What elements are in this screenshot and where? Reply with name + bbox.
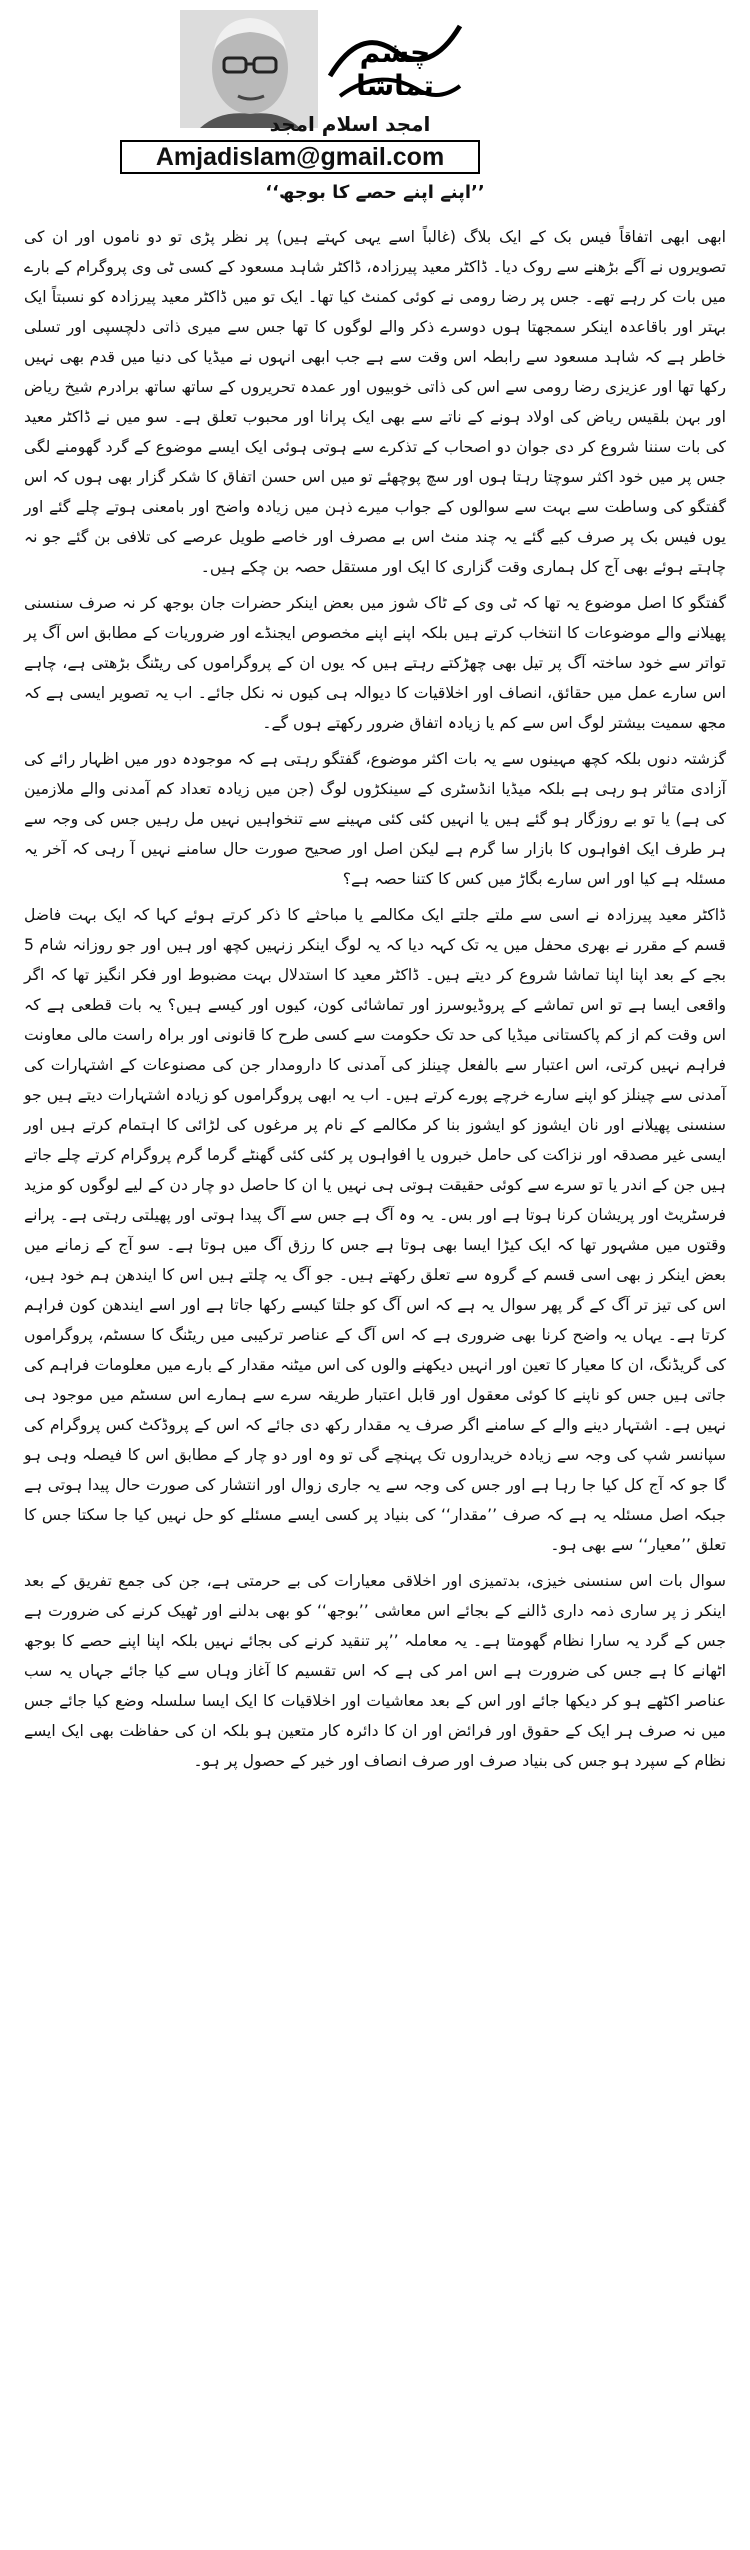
column-title: چشم تماشا xyxy=(356,36,434,102)
article-paragraph-2: گفتگو کا اصل موضوع یہ تھا کہ ٹی وی کے ٹاک شوز میں بعض اینکر حضرات جان بوجھ کر نہ صرف سنسنی پھیلانے والے موضوعات کا انتخاب کرتے ہیں بلکہ اپنے اپنے مخصوص ایجنڈے اور ضروریات کے مطابق اس آگ پر تواتر سے خود ساختہ آگ پر تیل بھی چھڑکتے رہتے ہیں کہ یوں ان کے پروگراموں کی ریٹنگ بڑھتی ہے، چاہے اس سارے عمل میں حقائق، انصاف اور اخلاقیات کا دیوالہ ہی کیوں نہ نکل جائے۔ اب یہ تصویر ایسی ہے کہ مجھ سمیت بیشتر لوگ اس سے کم یا زیادہ اتفاق ضرور رکھتے ہوں گے۔ xyxy=(24,594,726,732)
calligraphic-emblem-icon xyxy=(320,6,470,116)
author-name: امجد اسلام امجد xyxy=(269,112,431,136)
article-body xyxy=(24,222,726,2542)
article-paragraph-4: ڈاکٹر معید پیرزادہ نے اسی سے ملتے جلتے ایک مکالمے یا مباحثے کا ذکر کرتے ہوئے کہا کہ ایک بہت فاضل قسم کے مقرر نے بھری محفل میں یہ تک کہہ دیا کہ یہ لوگ اینکر زنہیں کچھ اور ہیں اور جو روزانہ شام 5 بجے کے بعد اپنا اپنا تماشا شروع کر دیتے ہیں۔ ڈاکٹر معید کا استدلال بہت مضبوط اور فکر انگیز تھا کہ اگر واقعی ایسا ہے تو اس تماشے کے پروڈیوسرز اور تماشائی کون، کیوں اور کیسے ہیں؟ یہ بات قطعی ہے کہ اس وقت کم از کم پاکستانی میڈیا کی حد تک حکومت سے کسی طرح کا قانونی اور براہ راست مالی معاونت فراہم نہیں کرتی، اس اعتبار سے بالفعل چینلز کی آمدنی کا دارومدار جن کی مصنوعات کے اشتہارات کی آمدنی سے چینلز کو اپنے سارے خرچے پورے کرتے ہیں۔ اب یہ ابھی پروگراموں کو زیادہ اشتہارات دیتے ہیں جو سنسنی پھیلانے اور نان ایشوز کو ایشوز بنا کر مکالمے کے نام پر مرغوں کی لڑائی کا اہتمام کرتے ہیں اور ایسی غیر مصدقہ اور نزاکت کی حامل خبروں یا افواہوں پر کئی کئی گھنٹے گرما گرم پروگرام کرتے چلے جاتے ہیں جن کے اندر یا تو سرے سے کوئی حقیقت ہوتی ہی نہیں یا ان کا حاصل دو چار دن کے لیے لوگوں کو مزید فرسٹریٹ اور پریشان کرنا ہوتا ہے اور بس۔ یہ وہ آگ ہے جس سے آگ پیدا ہوتی اور پھیلتی رہتی ہے۔ پرانے وقتوں میں مشہور تھا کہ ایک کیڑا ایسا بھی ہوتا ہے جس کا رزق آگ میں ہوتا ہے۔ سو آج کے زمانے میں بعض اینکر ز بھی اسی قسم کے گروہ سے تعلق رکھتے ہیں۔ جو آگ یہ چلتے ہیں اس کا ایندھن ہم خود ہیں، اس کی تیز تر آگ کے گر پھر سوال یہ ہے کہ اس آگ کو جلتا کیسے رکھا جاتا ہے اور اسے ایندھن کون فراہم کرتا ہے۔ یہاں یہ واضح کرنا بھی ضروری ہے کہ اس آگ کے عناصر ترکیبی میں ریٹنگ کا سسٹم، پروگراموں کی گریڈنگ، ان کا معیار کا تعین اور انہیں دیکھنے والوں کی اس میٹنہ مقدار کے بارے میں معلومات فراہم کی جاتی ہیں جس کو ناپنے کا کوئی معقول اور قابل اعتبار طریقہ سرے سے ہمارے اس سسٹم میں موجود ہی نہیں ہے۔ اشتہار دینے والے کے سامنے اگر صرف یہ مقدار رکھ دی جائے کہ اس کے پروڈکٹ کس پروگرام کی سپانسر شپ کی وجہ سے زیادہ خریداروں تک پہنچے گی تو وہ اور دو چار کے مطابق اس کا فیصلہ وہی ہو گا جو کہ آج کل کیا جا رہا ہے اور جس کی وجہ سے یہ جاری زوال اور انتشار کی صورت حال پیدا ہوتی ہے جبکہ اصل مسئلہ یہ ہے کہ صرف ’’مقدار‘‘ کی بنیاد پر کسی ایسے مسئلے کو حل نہیں کیا جا سکتا جس کا تعلق ’’معیار‘‘ سے بھی ہو۔ xyxy=(24,906,726,1554)
author-portrait-icon xyxy=(180,10,318,128)
article-headline: ’’اپنے اپنے حصے کا بوجھ‘‘ xyxy=(265,182,485,203)
masthead xyxy=(0,0,750,180)
article-paragraph-1: ابھی ابھی اتفاقاً فیس بک کے ایک بلاگ (غالباً اسے یہی کہتے ہیں) پر نظر پڑی تو دو ناموں اور ان کی تصویروں نے آگے بڑھنے سے روک دیا۔ ڈاکٹر معید پیرزادہ، ڈاکٹر شاہد مسعود کے کسی ٹی وی پروگرام کے بارے میں بات کر رہے تھے۔ جس پر رضا رومی نے کوئی کمنٹ کیا تھا۔ ایک تو میں ڈاکٹر معید پیرزادہ کو نسبتاً ایک بہتر اور باقاعدہ اینکر سمجھتا ہوں دوسرے ذکر والے لوگوں کا تھا جس سے میری ذاتی دلچسپی اور تسلی خاطر ہے کہ شاہد مسعود سے رابطہ اس وقت سے ہے جب ابھی انہوں نے میڈیا کی دنیا میں قدم بھی نہیں رکھا تھا اور عزیزی رضا رومی سے اس کی ذاتی خوبیوں اور عمدہ تحریروں کے ساتھ ساتھ برادرم شیخ ریاض اور بہن بلقیس ریاض کی اولاد ہونے کے ناتے سے بھی ایک پرانا اور محبوب تعلق ہے۔ سو میں نے ڈاکٹر معید کی بات سننا شروع کر دی جوان دو اصحاب کے تذکرے سے ہوتی ہوئی ایک ایسے موضوع کے گرد گھومنے لگی جس پر میں خود اکثر سوچتا رہتا ہوں اور سچ پوچھئے تو میں اس حسن اتفاق کا شکر گزار بھی ہوں کہ اس گفتگو کی وساطت سے بہت سے سوالوں کے جواب میرے ذہن میں زیادہ واضح اور بامعنی ہوتے چلے گئے اور یوں فیس بک پر صرف کیے گئے یہ چند منٹ اس بے مصرف اور خاصے طویل عرصے کی تلافی بن گئے جو نہ چاہتے ہوئے بھی آج کل ہماری وقت گزاری کا ایک اور مستقل حصہ بن چکے ہیں۔ xyxy=(24,228,726,576)
author-email[interactable]: Amjadislam@gmail.com xyxy=(120,140,480,174)
article-paragraph-3: گزشتہ دنوں بلکہ کچھ مہینوں سے یہ بات اکثر موضوع، گفتگو رہتی ہے کہ موجودہ دور میں اظہار رائے کی آزادی متاثر ہو رہی ہے بلکہ میڈیا انڈسٹری کے سینکڑوں لوگ (جن میں زیادہ تعداد کم آمدنی والے ملازمین کی ہے) یا تو بے روزگار ہو گئے ہیں یا انہیں کئی کئی مہینے سے تنخواہیں نہیں مل رہیں جس کی وجہ سے ہر طرف ایک افواہوں کا بازار سا گرم ہے لیکن اصل اور صحیح صورت حال سامنے نہیں آ رہی کہ آخر یہ مسئلہ ہے کیا اور اس سارے بگاڑ میں کس کا کتنا حصہ ہے؟ xyxy=(24,750,726,888)
article-paragraph-5: سوال بات اس سنسنی خیزی، بدتمیزی اور اخلاقی معیارات کی بے حرمتی ہے، جن کی جمع تفریق کے بعد اینکر ز پر ساری ذمہ داری ڈالنے کے بجائے اس معاشی ’’بوجھ‘‘ کو بھی بدلنے اور ٹھیک کرنے کی ضرورت ہے جس کے گرد یہ سارا نظام گھومتا ہے۔ یہ معاملہ ’’پر تنقید کرنے کی بجائے نہیں بلکہ اپنا اپنے حصے کا بوجھ اٹھانے کا ہے جس کی ضرورت ہے اس امر کی ہے کہ اس تقسیم کا آغاز وہاں سے کیا جائے جہاں یہ سب عناصر اکٹھے ہو کر دیکھا جائے اور اس کے بعد معاشیات اور اخلاقیات کا ایک ایسا سلسلہ وضع کیا جائے جس میں نہ صرف ہر ایک کے حقوق اور فرائض اور ان کا دائرہ کار متعین ہو بلکہ ان کی حفاظت بھی ایک ایسے نظام کے سپرد ہو جس کی بنیاد صرف اور صرف انصاف اور خیر کے حصول پر ہو۔ xyxy=(24,1572,726,1770)
